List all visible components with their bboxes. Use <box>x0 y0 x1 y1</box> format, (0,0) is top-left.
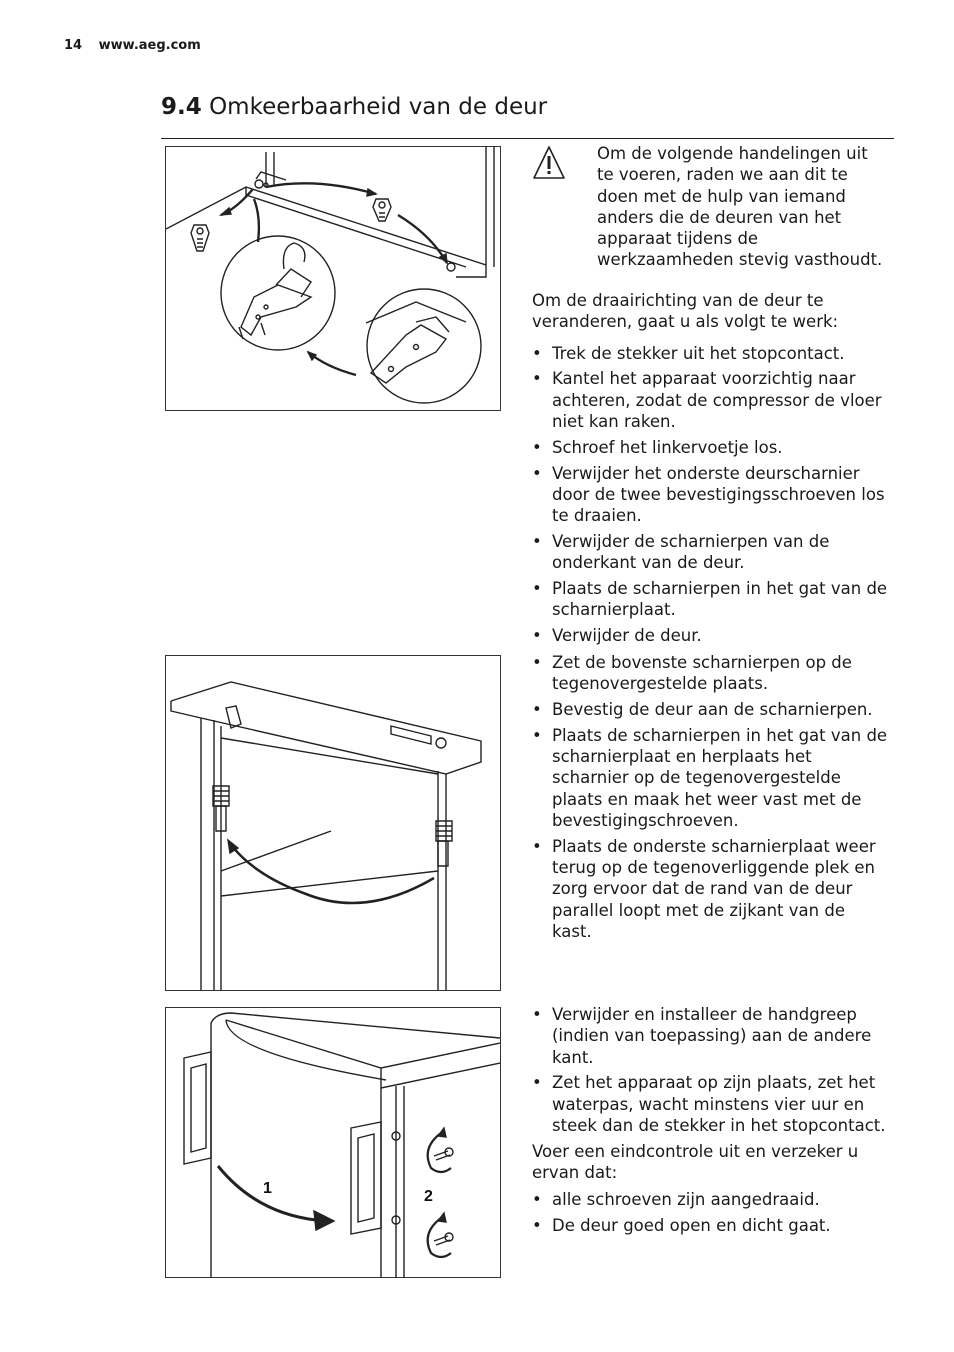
step-list-2 <box>532 652 888 942</box>
list-item: • Kantel het apparaat voorzichtig naar achteren, zodat de compressor de vloer niet kan raken. <box>532 368 888 432</box>
heading-rule <box>161 138 894 139</box>
page-number: 14 <box>64 38 83 53</box>
list-item: • Verwijder de scharnierpen van de onderkant van de deur. <box>532 531 888 574</box>
section-heading <box>161 94 547 120</box>
list-item: • Verwijder en installeer de handgreep (indien van toepassing) aan de andere kant. <box>532 1004 888 1068</box>
instructions-block-2 <box>532 652 888 947</box>
instructions-block-3 <box>532 1004 888 1241</box>
screw-icon <box>434 1148 453 1160</box>
list-item: • Bevestig de deur aan de scharnierpen. <box>532 699 888 720</box>
step-list-1 <box>532 343 888 647</box>
list-item: • Verwijder het onderste deurscharnier door de twee bevestigingsschroeven los te draaien. <box>532 463 888 527</box>
page-header <box>64 38 201 53</box>
site-url: www.aeg.com <box>98 38 201 53</box>
section-title: Omkeerbaarheid van de deur <box>209 94 548 120</box>
check-list <box>532 1189 888 1236</box>
list-item: • alle schroeven zijn aangedraaid. <box>532 1189 888 1210</box>
step-label-2: 2 <box>424 1188 433 1205</box>
figure-bottom-hinge <box>165 146 501 411</box>
step-label-1: 1 <box>263 1180 272 1197</box>
figure-handle <box>165 1007 501 1278</box>
screw-icon <box>373 199 391 221</box>
warning-triangle-icon <box>532 145 566 181</box>
list-item: • De deur goed open en dicht gaat. <box>532 1215 888 1236</box>
list-item: • Plaats de scharnierpen in het gat van de scharnierplaat. <box>532 578 888 621</box>
list-item: • Zet de bovenste scharnierpen op de tegenovergestelde plaats. <box>532 652 888 695</box>
step-list-3 <box>532 1004 888 1136</box>
list-item: • Trek de stekker uit het stopcontact. <box>532 343 888 364</box>
screw-icon <box>434 1233 453 1245</box>
list-item: • Zet het apparaat op zijn plaats, zet het waterpas, wacht minstens vier uur en steek dan de stekker in het stopcontact. <box>532 1072 888 1136</box>
rotate-arrow-icon <box>428 1128 451 1172</box>
intro-text: Om de draairichting van de deur te veranderen, gaat u als volgt te werk: <box>532 291 839 332</box>
section-number: 9.4 <box>161 94 202 120</box>
warning-text: Om de volgende handelingen uit te voeren, raden we aan dit te doen met de hulp van iemand anders die de deuren van het apparaat tijdens de werkzaamheden stevig vasthoudt. <box>597 144 883 270</box>
list-item: • Plaats de onderste scharnierplaat weer terug op de tegenoverliggende plek en zorg ervoor dat de rand van de deur parallel loopt met de zijkant van de kast. <box>532 836 888 942</box>
warning-note <box>532 143 888 271</box>
check-intro: Voer een eindcontrole uit en verzeker u ervan dat: <box>532 1141 859 1183</box>
list-item: • Schroef het linkervoetje los. <box>532 437 888 458</box>
list-item: • Verwijder de deur. <box>532 625 888 646</box>
rotate-arrow-icon <box>428 1213 451 1257</box>
instructions-block-1 <box>532 290 888 651</box>
figure-top-hinge <box>165 655 501 991</box>
list-item: • Plaats de scharnierpen in het gat van de scharnierplaat en herplaats het scharnier op de tegenovergestelde plaats en maak het weer vast met de bevestigingschroeven. <box>532 725 888 831</box>
screw-icon <box>191 225 209 251</box>
